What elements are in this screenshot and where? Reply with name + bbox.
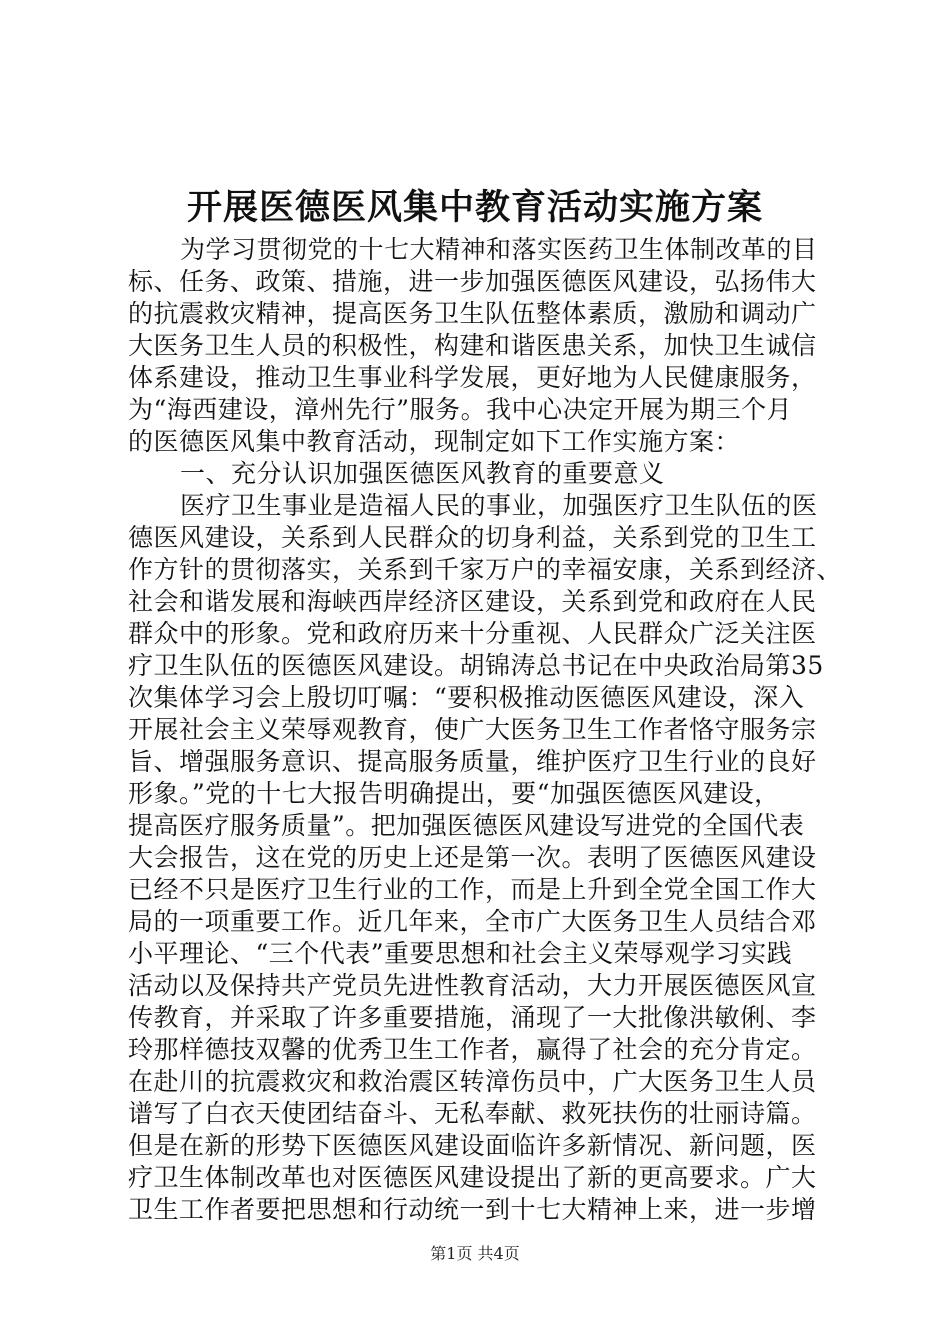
body-line: 提高医疗服务质量”。把加强医德医风建设写进党的全国代表 (128, 811, 805, 840)
body-line: 的抗震救灾精神，提高医务卫生队伍整体素质，激励和调动广 (128, 299, 817, 328)
body-line: 已经不只是医疗卫生行业的工作，而是上升到全党全国工作大 (128, 875, 817, 904)
body-line: 谱写了白衣天使团结奋斗、无私奉献、救死扶伤的壮丽诗篇。 (128, 1099, 817, 1128)
body-line: 德医风建设，关系到人民群众的切身利益，关系到党的卫生工 (128, 523, 817, 552)
body-line: 形象。”党的十七大报告明确提出，要“加强医德医风建设， (128, 779, 780, 808)
body-line: 旨、增强服务意识、提高服务质量，维护医疗卫生行业的良好 (128, 747, 817, 776)
body-line: 疗卫生体制改革也对医德医风建设提出了新的更高要求。广大 (128, 1163, 817, 1192)
body-line: 但是在新的形势下医德医风建设面临许多新情况、新问题，医 (128, 1131, 817, 1160)
body-line: 次集体学习会上殷切叮嘱：“要积极推动医德医风建设，深入 (128, 683, 805, 712)
body-line: 标、任务、政策、措施，进一步加强医德医风建设，弘扬伟大 (128, 267, 817, 296)
body-line: 在赴川的抗震救灾和救治震区转漳伤员中，广大医务卫生人员 (128, 1067, 817, 1096)
body-line: 传教育，并采取了许多重要措施，涌现了一大批像洪敏俐、李 (128, 1003, 817, 1032)
body-line: 群众中的形象。党和政府历来十分重视、人民群众广泛关注医 (128, 619, 817, 648)
body-line: 局的一项重要工作。近几年来，全市广大医务卫生人员结合邓 (128, 907, 817, 936)
body-line: 小平理论、“三个代表”重要思想和社会主义荣辱观学习实践 (128, 939, 793, 968)
body-line: 作方针的贯彻落实，关系到千家万户的幸福安康，关系到经济、 (128, 555, 843, 584)
document-title: 开展医德医风集中教育活动实施方案 (186, 187, 763, 228)
body-line: 为“海西建设，漳州先行”服务。我中心决定开展为期三个月 (128, 395, 793, 424)
body-line: 为学习贯彻党的十七大精神和落实医药卫生体制改革的目 (180, 235, 818, 264)
body-line: 大医务卫生人员的积极性，构建和谐医患关系，加快卫生诚信 (128, 331, 817, 360)
body-line: 开展社会主义荣辱观教育，使广大医务卫生工作者恪守服务宗 (128, 715, 817, 744)
body-line: 玲那样德技双馨的优秀卫生工作者，赢得了社会的充分肯定。 (128, 1035, 817, 1064)
document-body (128, 234, 843, 1226)
body-line: 活动以及保持共产党员先进性教育活动，大力开展医德医风宣 (128, 971, 817, 1000)
body-line: 医疗卫生事业是造福人民的事业，加强医疗卫生队伍的医 (180, 491, 818, 520)
body-line: 一、充分认识加强医德医风教育的重要意义 (180, 459, 665, 488)
body-line: 大会报告，这在党的历史上还是第一次。表明了医德医风建设 (128, 843, 817, 872)
body-line: 体系建设，推动卫生事业科学发展，更好地为人民健康服务， (128, 363, 817, 392)
page-footer: 第1页 共4页 (430, 1244, 520, 1263)
body-line: 的医德医风集中教育活动，现制定如下工作实施方案： (128, 427, 741, 456)
body-line: 疗卫生队伍的医德医风建设。胡锦涛总书记在中央政治局第35 (128, 651, 824, 680)
body-line: 卫生工作者要把思想和行动统一到十七大精神上来，进一步增 (128, 1195, 817, 1224)
body-line: 社会和谐发展和海峡西岸经济区建设，关系到党和政府在人民 (128, 587, 817, 616)
